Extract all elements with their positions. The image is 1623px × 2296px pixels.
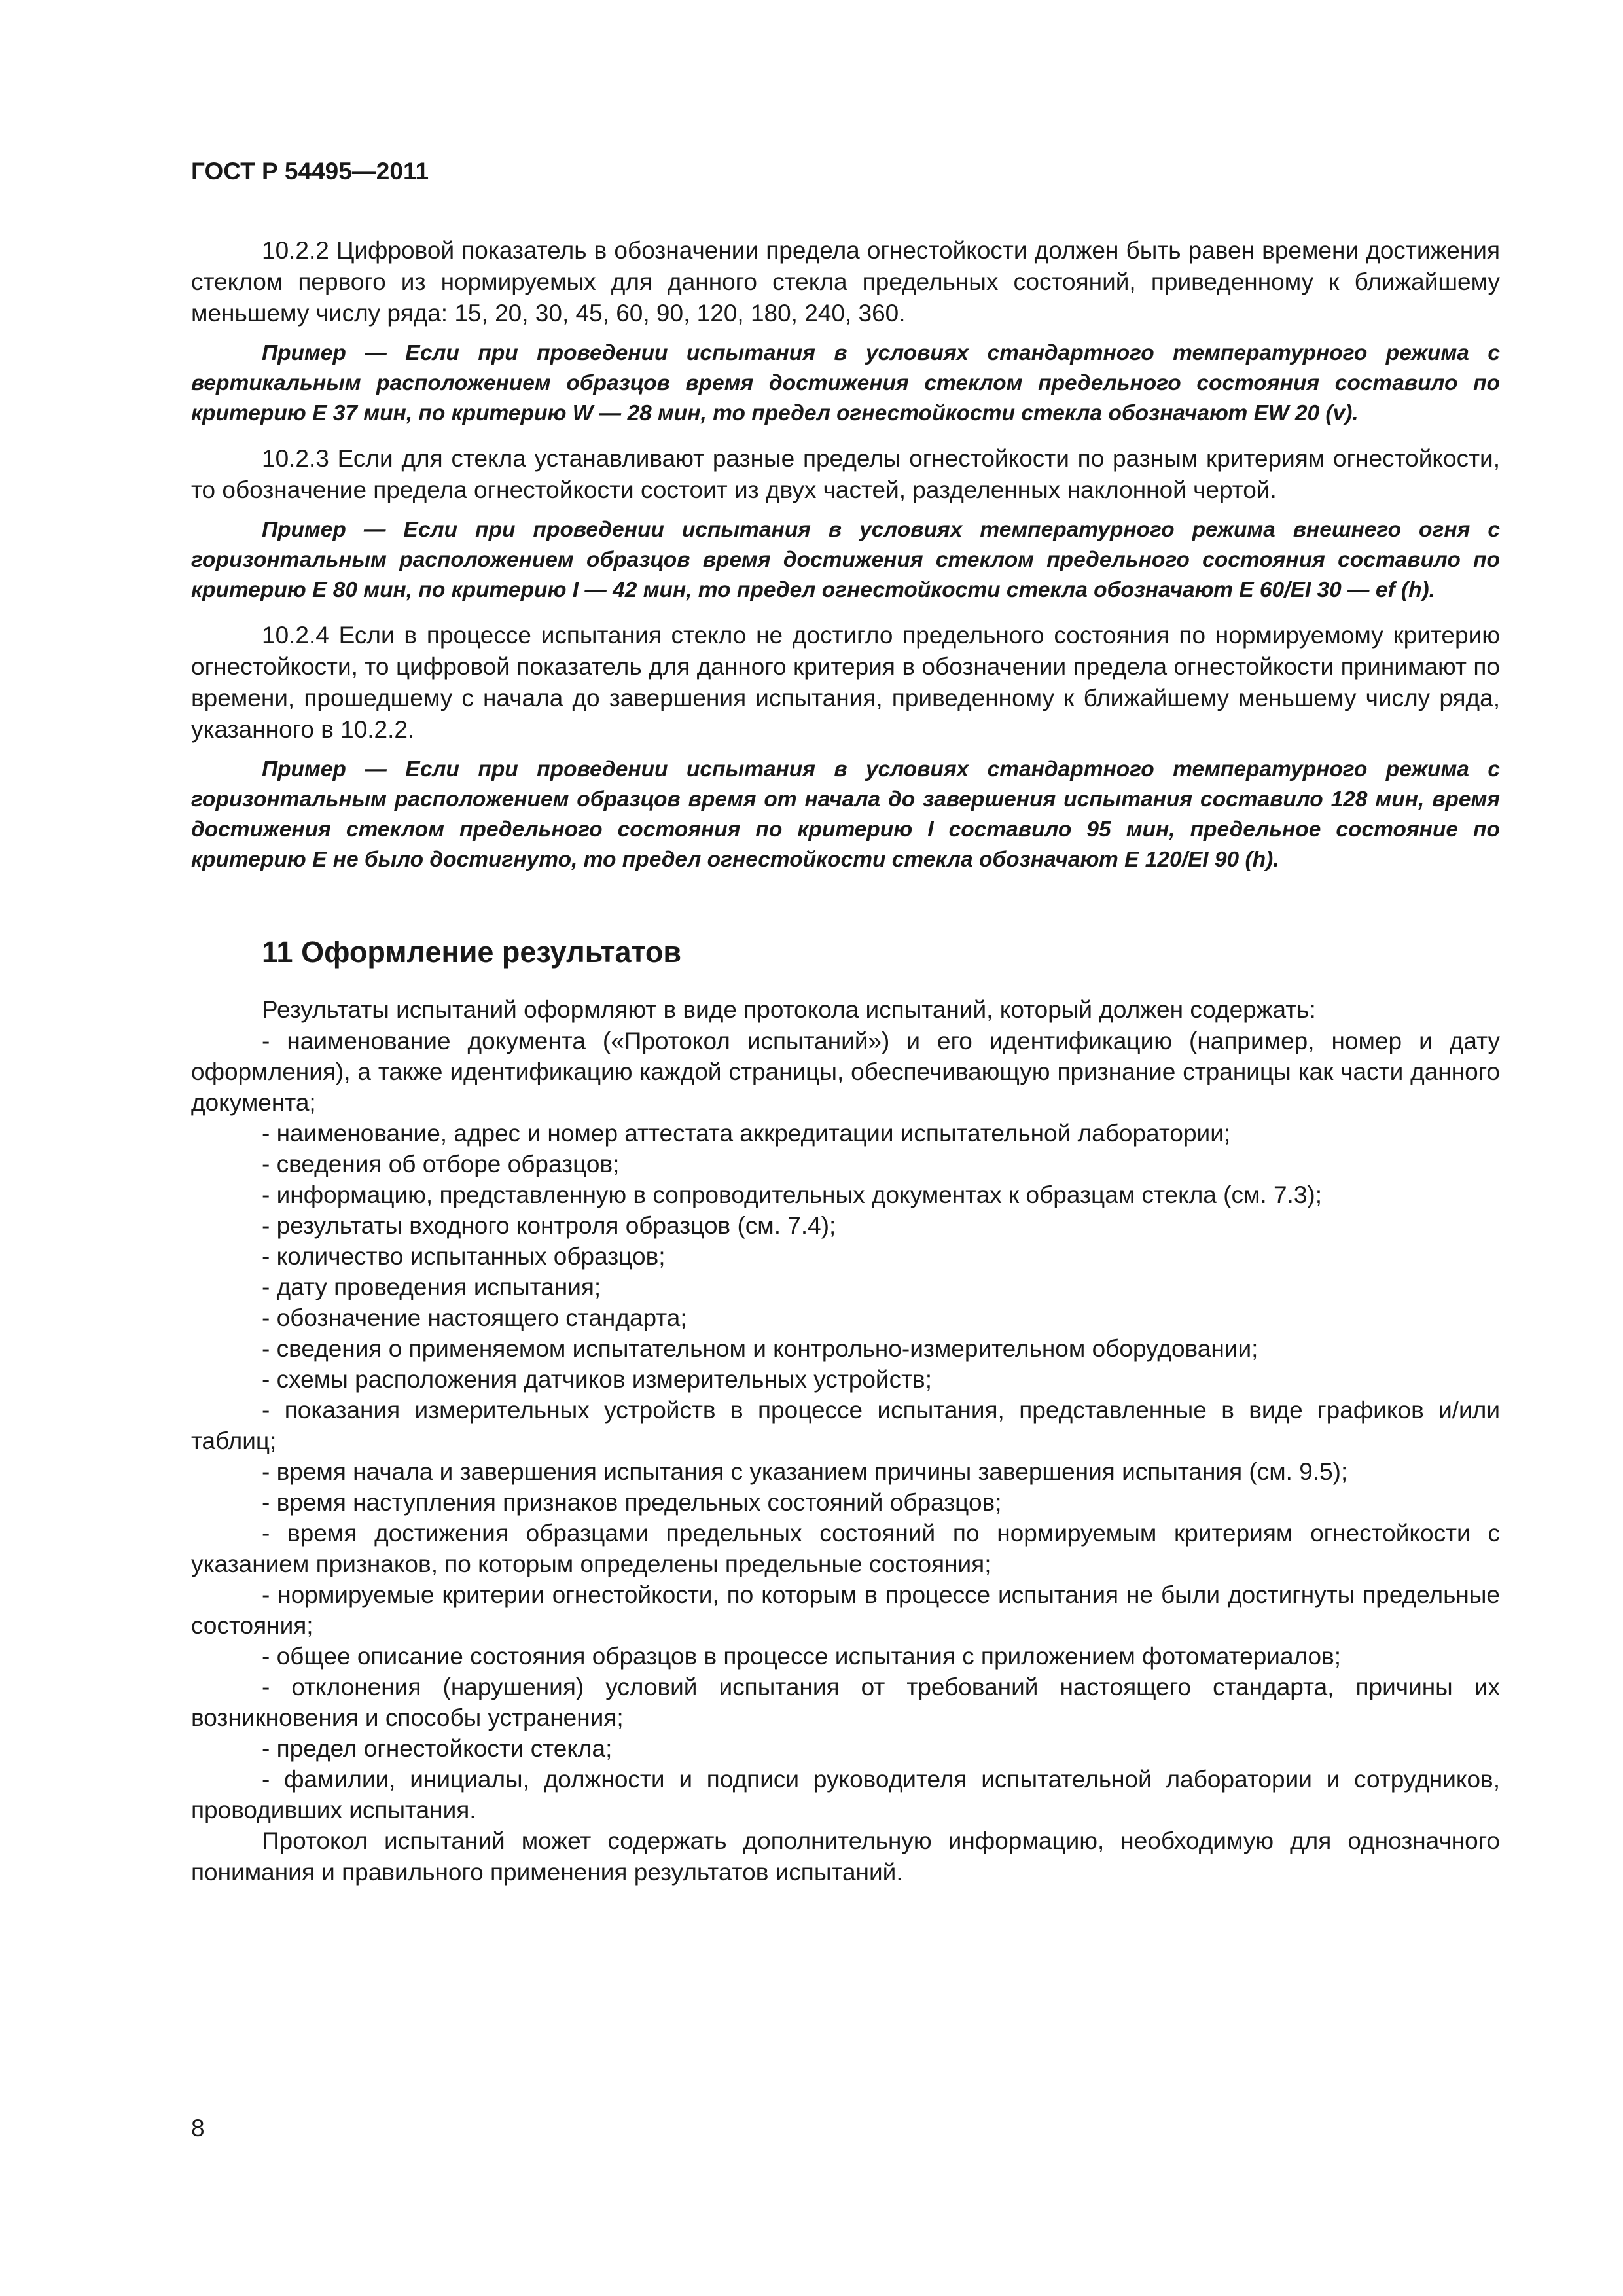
example-1: Пример — Если при проведении испытания в условиях стандартного температурного режима с вертикальным расположением образцов время достижения стеклом предельного состояния составило по критерию Е 37 мин, по критерию W — 28 мин, то предел огнестойкости стекла обозначают EW 20 (v). <box>191 341 1500 425</box>
clause-10-2-2: 10.2.2 Цифровой показатель в обозначении предела огнестойкости должен быть равен времени достижения стеклом первого из нормируемых для данного стекла предельных состояний, приведенному к ближайшему меньшему числу ряда: 15, 20, 30, 45, 60, 90, 120, 180, 240, 360. <box>191 237 1500 327</box>
list-item: - наименование, адрес и номер аттестата аккредитации испытательной лаборатории; <box>262 1120 1231 1147</box>
example-3: Пример — Если при проведении испытания в условиях стандартного температурного режима с горизонтальным расположением образцов время от начала до завершения испытания составило 128 мин, время достижения стеклом предельного состояния по критерию I составило 95 мин, предельное состояние по критерию Е не было достигнуто, то предел огнестойкости стекла обозначают Е 120/EI 90 (h). <box>191 757 1500 872</box>
page-number: 8 <box>191 2115 205 2142</box>
section-11-title: 11 Оформление результатов <box>262 935 682 969</box>
list-item: - предел огнестойкости стекла; <box>262 1735 613 1762</box>
list-item: - схемы расположения датчиков измерительных устройств; <box>262 1366 932 1393</box>
list-item: - фамилии, инициалы, должности и подписи руководителя испытательной лаборатории и сотрудников, проводивших испытания. <box>191 1766 1500 1823</box>
list-item: - количество испытанных образцов; <box>262 1243 666 1270</box>
list-item: - нормируемые критерии огнестойкости, по которым в процессе испытания не были достигнуты предельные состояния; <box>191 1581 1500 1639</box>
document-page <box>191 157 1500 1888</box>
list-item: - обозначение настоящего стандарта; <box>262 1304 687 1331</box>
list-item: - наименование документа («Протокол испытаний») и его идентификацию (например, номер и дату оформления), а также идентификацию каждой страницы, обеспечивающую признание страницы как части данного документа; <box>191 1028 1500 1116</box>
list-item: - сведения о применяемом испытательном и контрольно-измерительном оборудовании; <box>262 1335 1258 1362</box>
section-11-intro: Результаты испытаний оформляют в виде протокола испытаний, который должен содержать: <box>262 996 1316 1023</box>
example-2: Пример — Если при проведении испытания в условиях температурного режима внешнего огня с горизонтальным расположением образцов время достижения стеклом предельного состояния составило по критерию Е 80 мин, по критерию I — 42 мин, то предел огнестойкости стекла обозначают Е 60/EI 30 — ef (h). <box>191 518 1500 602</box>
clause-10-2-4: 10.2.4 Если в процессе испытания стекло не достигло предельного состояния по нормируемому критерию огнестойкости, то цифровой показатель для данного критерия в обозначении предела огнестойкости принимают по времени, прошедшему с начала до завершения испытания, приведенному к ближайшему меньшему числу ряда, указанного в 10.2.2. <box>191 622 1500 743</box>
clause-10-2-3: 10.2.3 Если для стекла устанавливают разные пределы огнестойкости по разным критериям огнестойкости, то обозначение предела огнестойкости состоит из двух частей, разделенных наклонной чертой. <box>191 445 1500 503</box>
list-item: - показания измерительных устройств в процессе испытания, представленные в виде графиков и/или таблиц; <box>191 1397 1500 1454</box>
standard-header: ГОСТ Р 54495—2011 <box>191 158 429 185</box>
list-item: - время достижения образцами предельных состояний по нормируемым критериям огнестойкости с указанием признаков, по которым определены предельные состояния; <box>191 1520 1500 1577</box>
results-requirements-list <box>191 1026 1500 1825</box>
list-item: - время начала и завершения испытания с указанием причины завершения испытания (см. 9.5); <box>262 1458 1348 1485</box>
list-item: - общее описание состояния образцов в процессе испытания с приложением фотоматериалов; <box>262 1643 1342 1670</box>
list-item: - информацию, представленную в сопроводительных документах к образцам стекла (см. 7.3); <box>262 1181 1322 1208</box>
list-item: - отклонения (нарушения) условий испытания от требований настоящего стандарта, причины их возникновения и способы устранения; <box>191 1674 1500 1731</box>
list-item: - дату проведения испытания; <box>262 1274 601 1300</box>
list-item: - сведения об отборе образцов; <box>262 1151 620 1177</box>
list-item: - результаты входного контроля образцов (см. 7.4); <box>262 1212 836 1239</box>
section-11-closing: Протокол испытаний может содержать дополнительную информацию, необходимую для однозначного понимания и правильного применения результатов испытаний. <box>191 1827 1500 1886</box>
list-item: - время наступления признаков предельных состояний образцов; <box>262 1489 1002 1516</box>
